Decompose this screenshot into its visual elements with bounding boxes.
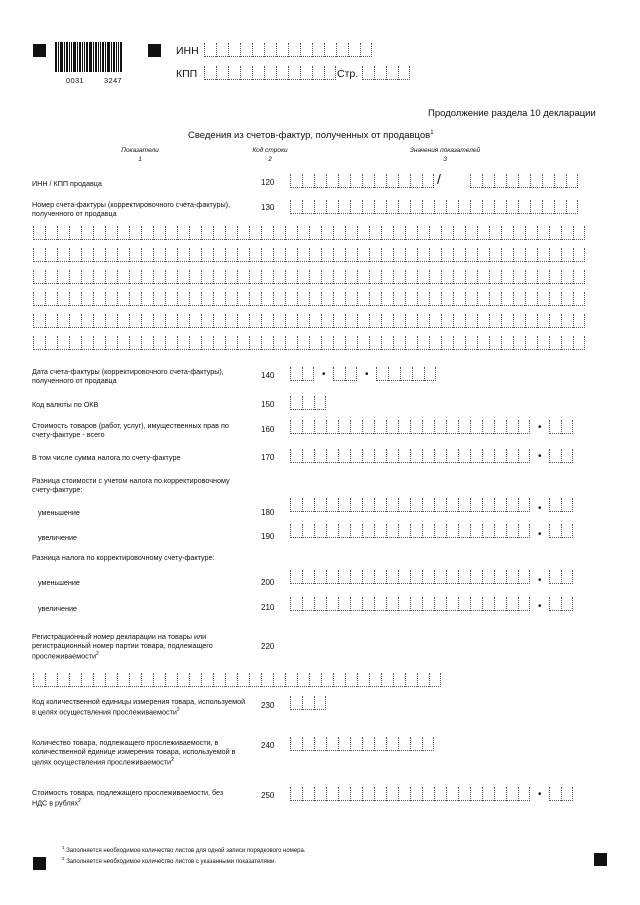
barcode-number-2: 3247	[104, 76, 122, 85]
kpp-field[interactable]	[204, 66, 336, 80]
invoice-number-line[interactable]	[33, 270, 585, 284]
invoice-year-field[interactable]	[376, 367, 436, 381]
decimal-separator: •	[538, 789, 542, 800]
column-header-label: Значения показателей	[409, 147, 481, 154]
decimal-separator: •	[538, 575, 542, 586]
row-230-code: 230	[261, 701, 275, 710]
inn-label: ИНН	[176, 45, 199, 57]
goods-cost-kopecks-field[interactable]	[549, 787, 573, 801]
row-180-code: 180	[261, 508, 275, 517]
currency-code-field[interactable]	[290, 396, 326, 410]
inn-field[interactable]	[204, 43, 372, 57]
tax-amount-field[interactable]	[290, 449, 530, 463]
row-220-label-text: Регистрационный номер декларации на товары или регистрационный номер партии товара, подлежащего прослеживаемости	[32, 632, 213, 661]
invoice-number-field[interactable]	[290, 200, 578, 214]
unit-code-field[interactable]	[290, 696, 326, 710]
barcode-number-1: 0031	[66, 76, 84, 85]
footnote-1	[62, 845, 306, 854]
date-separator: •	[365, 369, 369, 380]
row-130-code: 130	[261, 203, 275, 212]
column-header-num: 3	[443, 156, 447, 163]
cost-decrease-kopecks-field[interactable]	[549, 498, 573, 512]
row-160-label: Стоимость товаров (работ, услуг), имущественных прав по счету-фактуре - всего	[32, 421, 229, 439]
column-header-label: Код строки	[252, 147, 288, 154]
row-120-label: ИНН / КПП продавца	[32, 179, 102, 188]
row-210-label: увеличение	[38, 604, 78, 613]
row-130-label: Номер счета-фактуры (корректировочного счета-фактуры), полученного от продавца	[32, 200, 230, 218]
footnote-2-num: 2	[62, 856, 65, 861]
decimal-separator: •	[538, 422, 542, 433]
row-200-label: уменьшение	[38, 578, 80, 587]
row-240-code: 240	[261, 741, 275, 750]
row-230-label-text: Код количественной единицы измерения товара, используемой в целях осуществления прослеживаемости	[32, 697, 246, 717]
total-cost-kopecks-field[interactable]	[549, 420, 573, 434]
inn-kpp-separator: /	[437, 171, 441, 187]
invoice-month-field[interactable]	[333, 367, 357, 381]
invoice-number-line[interactable]	[33, 248, 585, 262]
row-200-code: 200	[261, 578, 275, 587]
table-title	[188, 130, 434, 141]
row-120-code: 120	[261, 178, 275, 187]
goods-quantity-field[interactable]	[290, 737, 434, 751]
tax-increase-field[interactable]	[290, 597, 530, 611]
footnote-1-text: Заполняется необходимое количество листов для одной записи порядкового номера.	[66, 848, 306, 854]
corner-marker-top-left	[33, 44, 46, 57]
invoice-number-line[interactable]	[33, 292, 585, 306]
row-230-note: 2	[176, 707, 180, 713]
corner-marker-top-mid	[148, 44, 161, 57]
tax-decrease-field[interactable]	[290, 570, 530, 584]
goods-cost-field[interactable]	[290, 787, 530, 801]
seller-kpp-field[interactable]	[470, 174, 578, 188]
row-250-note: 2	[78, 798, 81, 804]
tax-amount-kopecks-field[interactable]	[549, 449, 573, 463]
row-230-label	[32, 697, 247, 716]
row-140-label: Дата счета-фактуры (корректировочного счета-фактуры), полученного от продавца	[32, 367, 224, 385]
cost-increase-kopecks-field[interactable]	[549, 524, 573, 538]
row-150-label: Код валюты по ОКВ	[32, 400, 99, 409]
row-190-code: 190	[261, 532, 275, 541]
column-header-num: 1	[138, 156, 142, 163]
row-150-code: 150	[261, 400, 275, 409]
cost-decrease-field[interactable]	[290, 498, 530, 512]
column-header-label: Показатели	[121, 147, 159, 154]
row-250-label-text: Стоимость товара, подлежащего прослеживаемости, без НДС в рублях	[32, 788, 224, 808]
row-250-code: 250	[261, 791, 275, 800]
cost-increase-field[interactable]	[290, 524, 530, 538]
row-160-code: 160	[261, 425, 275, 434]
page-label: Стр.	[337, 68, 359, 80]
invoice-number-line[interactable]	[33, 226, 585, 240]
row-170-code: 170	[261, 453, 275, 462]
column-header-num: 2	[268, 156, 272, 163]
date-separator: •	[322, 369, 326, 380]
row-220-note: 2	[96, 651, 99, 657]
section-title: Продолжение раздела 10 декларации	[428, 108, 596, 119]
barcode-icon	[55, 42, 135, 72]
footnote-2-text: Заполняется необходимое количество листов с указанными показателями.	[66, 859, 277, 865]
footnote-1-num: 1	[62, 845, 65, 850]
row-210-code: 210	[261, 603, 275, 612]
decimal-separator: •	[538, 503, 542, 514]
cost-difference-label: Разница стоимости с учетом налога по корректировочному счету-фактуре:	[32, 476, 230, 494]
row-220-label	[32, 632, 252, 660]
seller-inn-field[interactable]	[290, 174, 434, 188]
decimal-separator: •	[538, 601, 542, 612]
tax-decrease-kopecks-field[interactable]	[549, 570, 573, 584]
row-190-label: увеличение	[38, 533, 78, 542]
row-140-code: 140	[261, 371, 275, 380]
invoice-day-field[interactable]	[290, 367, 314, 381]
row-240-note: 2	[171, 757, 174, 763]
tax-increase-kopecks-field[interactable]	[549, 597, 573, 611]
total-cost-field[interactable]	[290, 420, 530, 434]
tax-difference-label: Разница налога по корректировочному счету-фактуре:	[32, 553, 215, 562]
table-title-text: Сведения из счетов-фактур, полученных от продавцов	[188, 130, 431, 142]
page-field[interactable]	[362, 66, 410, 80]
row-180-label: уменьшение	[38, 508, 80, 517]
decimal-separator: •	[538, 529, 542, 540]
invoice-number-line[interactable]	[33, 336, 585, 350]
row-220-code: 220	[261, 642, 275, 651]
decimal-separator: •	[538, 451, 542, 462]
table-title-note: 1	[430, 130, 434, 136]
declaration-number-field[interactable]	[33, 673, 441, 687]
row-250-label	[32, 788, 232, 807]
corner-marker-bottom-right	[594, 853, 607, 866]
row-240-label-text: Количество товара, подлежащего прослеживаемости, в количественной единице измерения товара, используемой в целях осуществления прослеживаемости	[32, 738, 236, 767]
kpp-label: КПП	[176, 68, 198, 80]
corner-marker-bottom-left	[33, 857, 46, 870]
row-170-label: В том числе сумма налога по счету-фактуре	[32, 453, 181, 462]
row-240-label	[32, 738, 242, 766]
invoice-number-line[interactable]	[33, 314, 585, 328]
footnote-2	[62, 856, 276, 865]
